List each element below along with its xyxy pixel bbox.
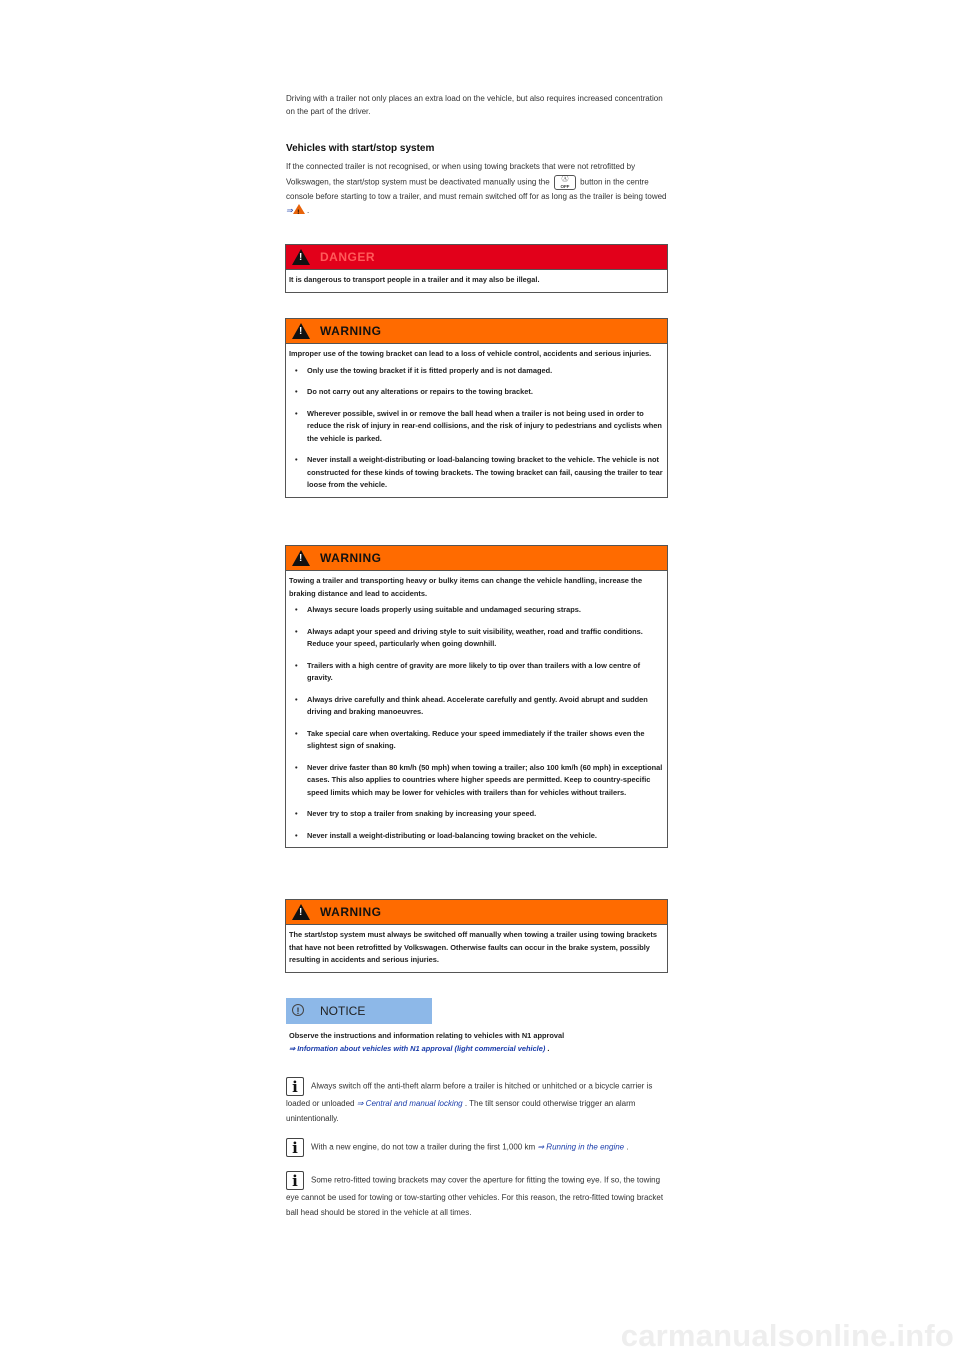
danger-text: It is dangerous to transport people in a trailer and it may also be illegal.: [286, 269, 667, 292]
info-text: Some retro-fitted towing brackets may cover the aperture for fitting the towing eye. If so, the towing eye cannot be used for towing or tow-starting other vehicles. For this reason, the retro-fitted towing bracket ball head should be stored in the vehicle at all times.: [286, 1175, 664, 1217]
warning-label: WARNING: [320, 905, 382, 919]
list-item: • Never drive faster than 80 km/h (50 mph) when towing a trailer; also 100 km/h (60 mph) in exceptional cases. This also applies to countries where higher speeds are permitted. Keep to country-specific speed limits which may be lower for vehicles with trailers than for vehicles without trailers.: [289, 762, 663, 800]
info-text-end: . The tilt sensor could otherwise trigger an alarm unintentionally.: [286, 1099, 636, 1123]
info-note-new-engine: [286, 1138, 667, 1157]
info-text: With a new engine, do not tow a trailer during the first 1,000 km: [311, 1142, 536, 1152]
notice-text: Observe the instructions and information relating to vehicles with N1 approval: [289, 1031, 565, 1040]
warning-header: [286, 546, 667, 570]
warning-header: [286, 900, 667, 924]
danger-header: [286, 245, 667, 269]
intro-paragraph: Driving with a trailer not only places an extra load on the vehicle, but also requires increased concentration on the part of the driver.: [286, 94, 663, 116]
warning-box-vehicle-handling: [285, 545, 668, 848]
paragraph-text-a: If the connected trailer is not recognised, or when using towing brackets that were not retrofitted by Volkswagen, the start/stop system must be deactivated manually using the: [286, 162, 636, 187]
warning-triangle-icon[interactable]: [293, 204, 305, 214]
info-text: Always switch off the anti-theft alarm before a trailer is hitched or unhitched or a bicycle carrier is loaded or unloaded: [286, 1081, 653, 1108]
warning-header: [286, 319, 667, 343]
warning-box-start-stop: [285, 899, 668, 973]
notice-body: [289, 1030, 665, 1055]
n1-approval-link[interactable]: ⇒ Information about vehicles with N1 approval (light commercial vehicle): [289, 1043, 546, 1053]
warning-label: WARNING: [320, 551, 382, 565]
start-stop-off-button-icon: [554, 175, 576, 190]
start-stop-paragraph: [286, 160, 667, 219]
info-icon: [286, 1171, 304, 1190]
info-icon: [286, 1077, 304, 1096]
list-item: • Always drive carefully and think ahead. Accelerate carefully and gently. Avoid abrupt and sudden driving and braking manoeuvres.: [289, 694, 663, 719]
notice-icon: !: [292, 1004, 304, 1016]
info-note-towing-eye: [286, 1171, 667, 1220]
info-icon-glyph: i: [292, 1139, 298, 1157]
warning-box-towing-bracket: [285, 318, 668, 498]
watermark: carmanualsonline.info: [620, 1318, 954, 1353]
warning-triangle-icon: [292, 323, 310, 339]
warning-triangle-icon: [292, 550, 310, 566]
list-item: • Always adapt your speed and driving style to suit visibility, weather, road and traffic conditions. Reduce your speed, particularly when going downhill.: [289, 626, 663, 651]
list-item: • Never try to stop a trailer from snaking by increasing your speed.: [289, 808, 663, 821]
info-icon-glyph: i: [292, 1078, 298, 1096]
info-text-end: .: [626, 1142, 629, 1152]
warning-body: [286, 343, 667, 497]
info-note-anti-theft: [286, 1077, 667, 1126]
info-icon: [286, 1138, 304, 1157]
off-label: OFF: [560, 183, 570, 189]
paragraph-end: .: [306, 206, 310, 216]
warning-triangle-icon: [292, 904, 310, 920]
notice-end: .: [547, 1043, 550, 1053]
paragraph-text-b: button in the centre console before starting to tow a trailer, and must remain switched off for as long as the trailer is being towed: [286, 177, 667, 201]
section-heading: Vehicles with start/stop system: [286, 143, 435, 154]
notice-header: [286, 998, 432, 1024]
start-stop-symbol: Ⓐ: [561, 175, 569, 183]
list-item: • Trailers with a high centre of gravity are more likely to tip over than trailers with a low centre of gravity.: [289, 660, 663, 685]
warning-text: The start/stop system must always be switched off manually when towing a trailer using towing brackets that have not been retrofitted by Volkswagen. Otherwise faults can occur in the brake system, possibly resulting in accidents and serious injuries.: [286, 924, 667, 972]
list-item: • Wherever possible, swivel in or remove the ball head when a trailer is not being used in order to reduce the risk of injury in rear-end collisions, and the risk of injury to pedestrians and cyclists when the vehicle is parked.: [289, 408, 663, 446]
list-item: • Never install a weight-distributing or load-balancing towing bracket on the vehicle.: [289, 830, 663, 843]
warning-intro: Towing a trailer and transporting heavy or bulky items can change the vehicle handling, increase the braking distance and lead to accidents.: [289, 576, 643, 598]
warning-body: [286, 570, 667, 847]
central-locking-link[interactable]: ⇒ Central and manual locking: [356, 1099, 463, 1108]
warning-label: WARNING: [320, 324, 382, 338]
warning-reference-arrow[interactable]: ⇒: [286, 206, 293, 216]
danger-box: [285, 244, 668, 293]
notice-label: NOTICE: [320, 1004, 366, 1018]
warning-list: [289, 365, 663, 492]
warning-intro: Improper use of the towing bracket can lead to a loss of vehicle control, accidents and serious injuries.: [289, 349, 652, 358]
list-item: • Always secure loads properly using suitable and undamaged securing straps.: [289, 604, 663, 617]
running-in-engine-link[interactable]: ⇒ Running in the engine: [537, 1142, 625, 1152]
list-item: • Never install a weight-distributing or load-balancing towing bracket to the vehicle. The vehicle is not constructed for these kinds of towing brackets. The towing bracket can fail, causing the trailer to tear loose from the vehicle.: [289, 454, 663, 492]
warning-list: [289, 604, 663, 842]
info-icon-glyph: i: [292, 1172, 298, 1190]
warning-triangle-icon: [292, 249, 310, 265]
list-item: • Do not carry out any alterations or repairs to the towing bracket.: [289, 386, 663, 399]
danger-label: DANGER: [320, 250, 376, 264]
list-item: • Take special care when overtaking. Reduce your speed immediately if the trailer shows even the slightest sign of snaking.: [289, 728, 663, 753]
list-item: • Only use the towing bracket if it is fitted properly and is not damaged.: [289, 365, 663, 378]
